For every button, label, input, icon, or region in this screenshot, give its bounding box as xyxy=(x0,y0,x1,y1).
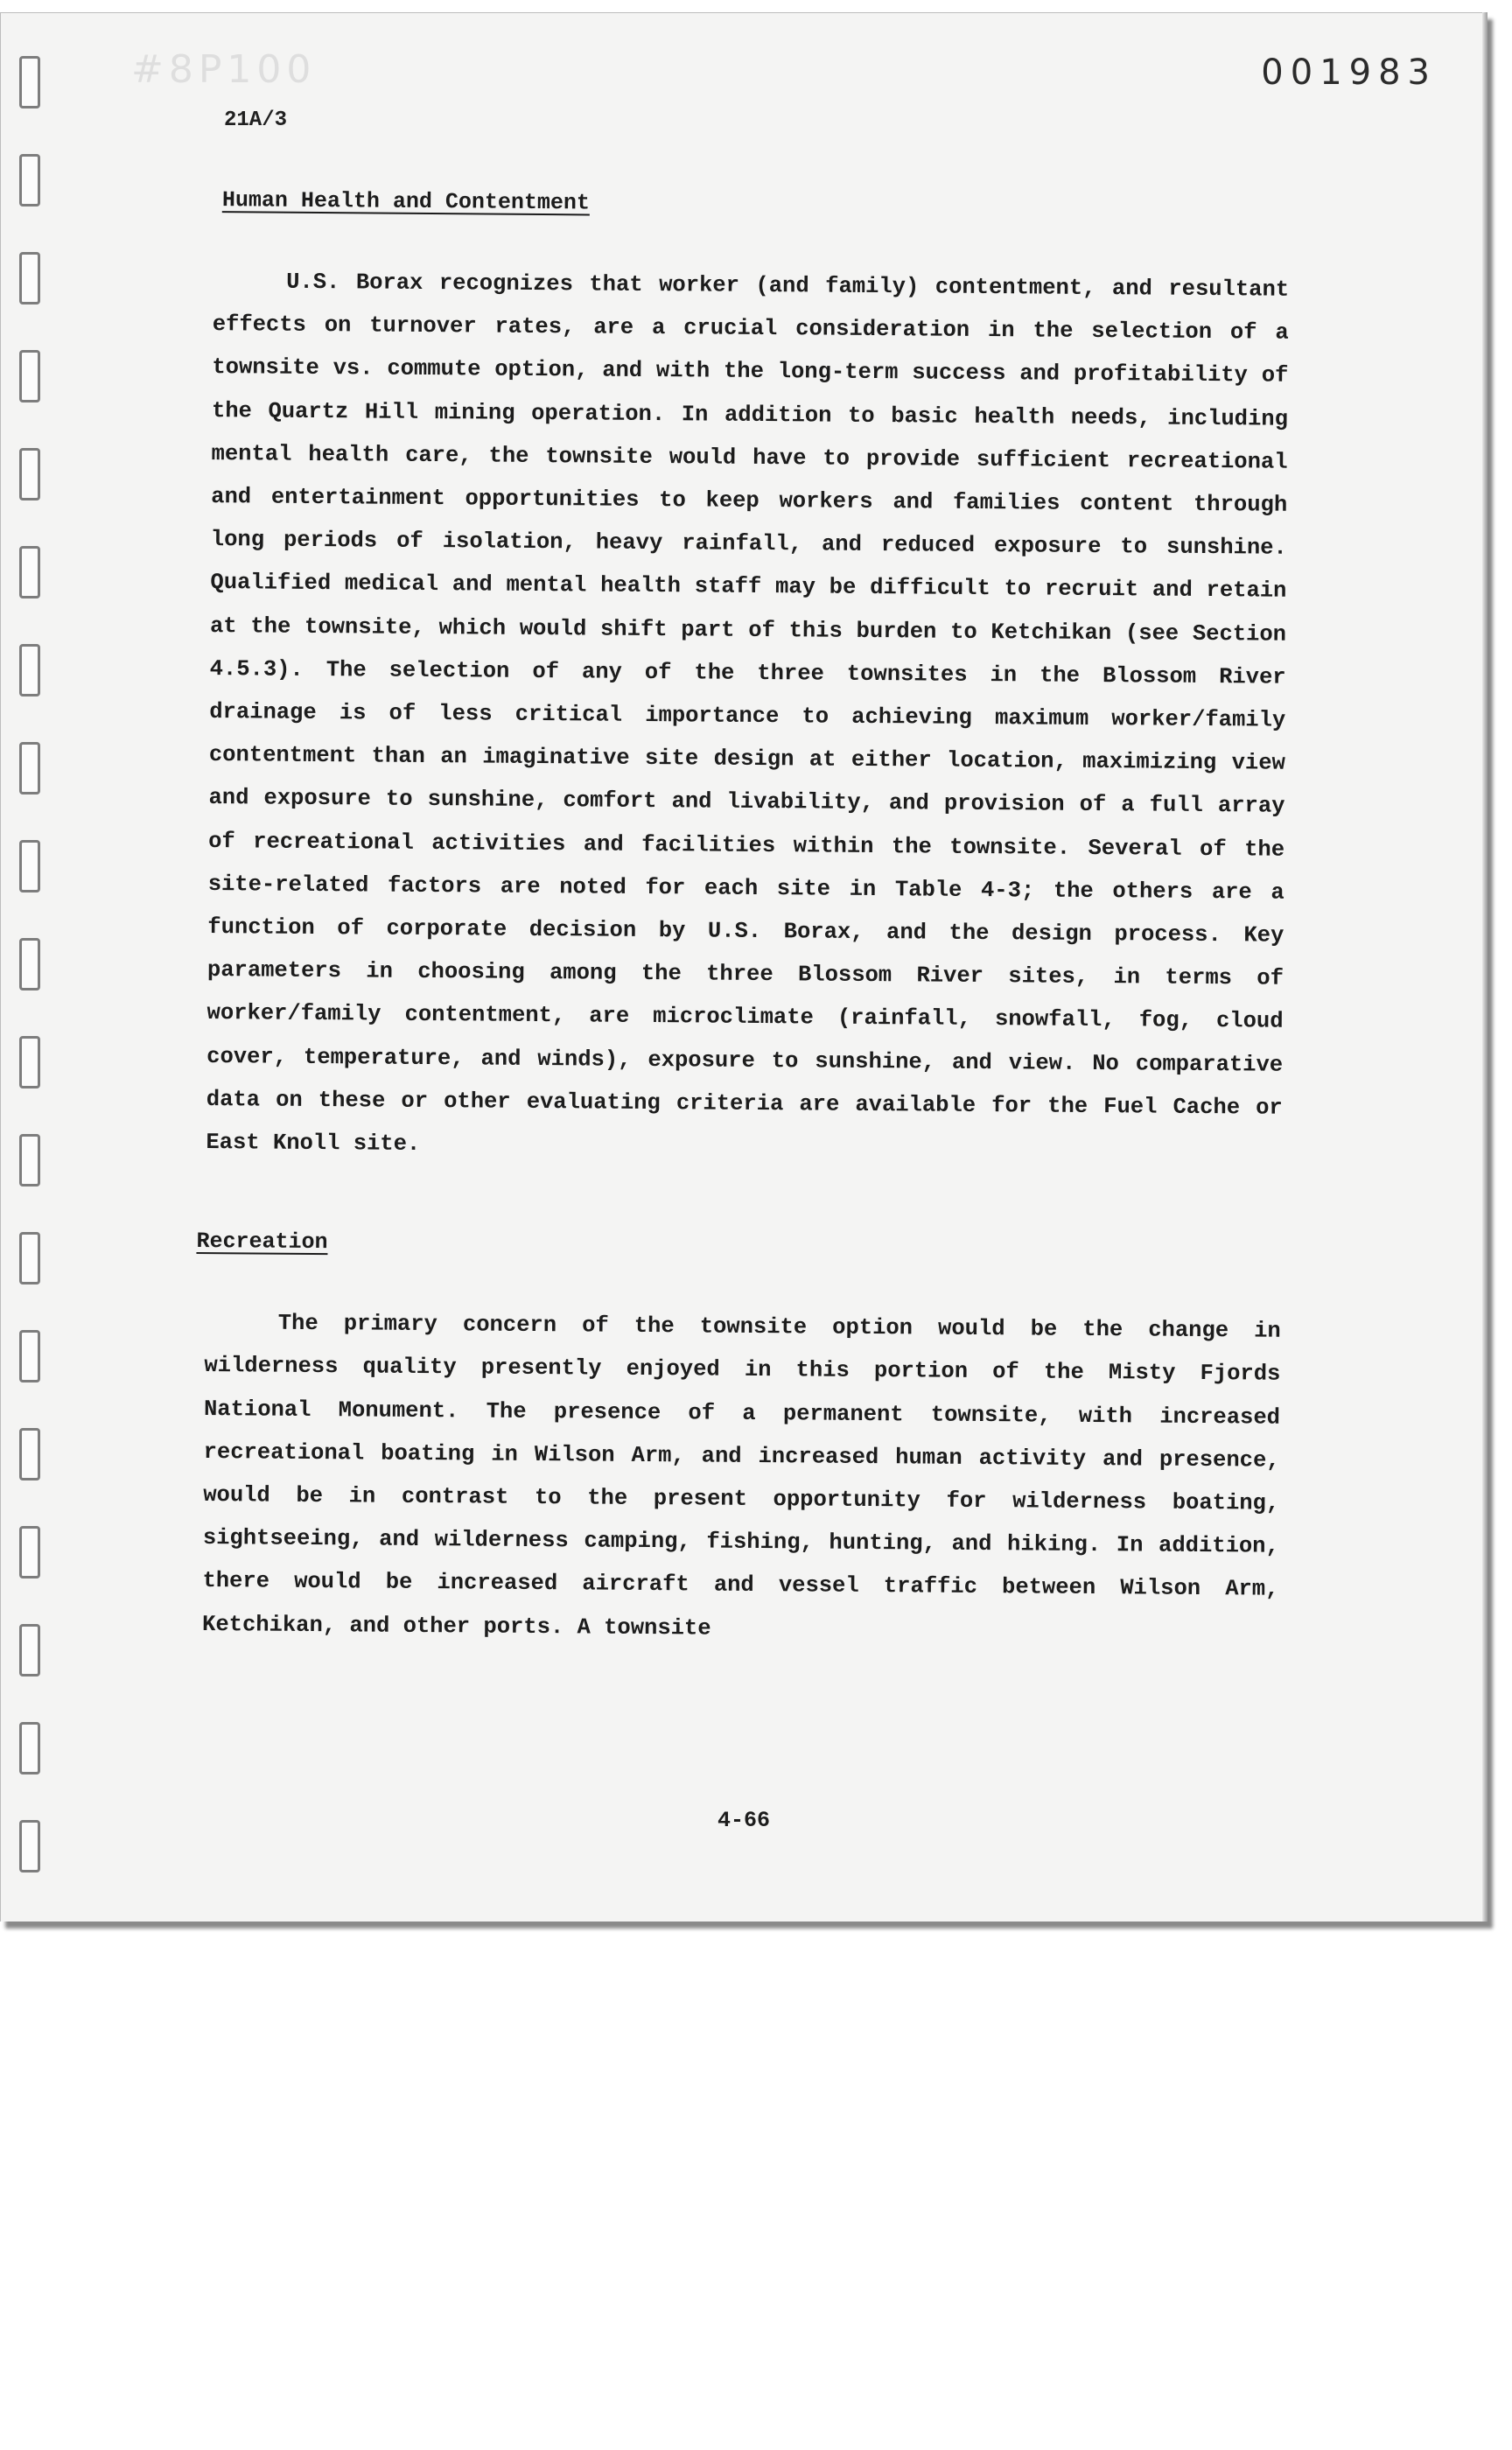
punch-hole-icon xyxy=(19,1232,40,1284)
document-number: 001983 xyxy=(1261,52,1437,93)
punch-hole-icon xyxy=(19,840,40,892)
faded-stamp: #8P100 xyxy=(131,47,317,92)
punch-hole-icon xyxy=(19,1134,40,1186)
punch-hole-icon xyxy=(19,252,40,304)
punch-hole-icon xyxy=(19,448,40,500)
punch-hole-icon xyxy=(19,56,40,108)
punch-hole-icon xyxy=(19,742,40,794)
page-edge-shadow xyxy=(1482,12,1488,1922)
paragraph-human-health: U.S. Borax recognizes that worker (and family) contentment, and resultant effects on turnover rates, are a crucial consideration in the selection of a townsite vs. commute option, and with the long-term success and profitability of the Quartz Hill mining operation. In addition to basic health needs, including mental health care, the townsite would have to provide sufficient recreational and entertainment opportunities to keep workers and families content through long periods of isolation, heavy rainfall, and reduced exposure to sunshine. Qualified medical and mental health staff may be difficult to recruit and retain at the townsite, which would shift part of this burden to Ketchikan (see Section 4.5.3). The selection of any of the three townsites in the Blossom River drainage is of less critical importance to achieving maximum worker/family contentment than an imaginative site design at either location, maximizing view and exposure to sunshine, comfort and livability, and provision of a full array of recreational activities and facilities within the townsite. Several of the site-related factors are noted for each site in Table 4-3; the others are a function of corporate decision by U.S. Borax, and the design process. Key parameters in choosing among the three Blossom River sites, in terms of worker/family contentment, are microclimate (rainfall, snowfall, fog, cloud cover, temperature, and winds), exposure to sunshine, and view. No comparative data on these or other evaluating criteria are available for the Fuel Cache or East Knoll site. xyxy=(206,269,1290,1158)
punch-hole-icon xyxy=(19,1036,40,1088)
page-number: 4-66 xyxy=(717,1808,770,1833)
document-page xyxy=(0,12,1488,1922)
punch-hole-icon xyxy=(19,1428,40,1480)
punch-hole-icon xyxy=(19,938,40,990)
document-body xyxy=(192,187,1290,1719)
punch-hole-icon xyxy=(19,1526,40,1578)
section-heading-human-health: Human Health and Contentment xyxy=(221,187,591,216)
punch-hole-icon xyxy=(19,1624,40,1676)
section-heading-recreation: Recreation xyxy=(196,1228,328,1256)
punch-hole-icon xyxy=(19,1722,40,1774)
punch-hole-icon xyxy=(19,1330,40,1382)
binder-punch-holes xyxy=(19,56,46,1876)
paragraph-recreation: The primary concern of the townsite option would be the change in wilderness quality presently enjoyed in this portion of the Misty Fjords National Monument. The presence of a permanent townsite, with increased recreational boating in Wilson Arm, and increased human activity and presence, would be in contrast to the present opportunity for wilderness boating, sightseeing, and wilderness camping, fishing, hunting, and hiking. In addition, there would be increased aircraft and vessel traffic between Wilson Arm, Ketchikan, and other ports. A townsite xyxy=(201,1310,1281,1642)
punch-hole-icon xyxy=(19,350,40,402)
punch-hole-icon xyxy=(19,546,40,598)
punch-hole-icon xyxy=(19,154,40,206)
punch-hole-icon xyxy=(19,644,40,696)
reference-code: 21A/3 xyxy=(224,108,288,132)
